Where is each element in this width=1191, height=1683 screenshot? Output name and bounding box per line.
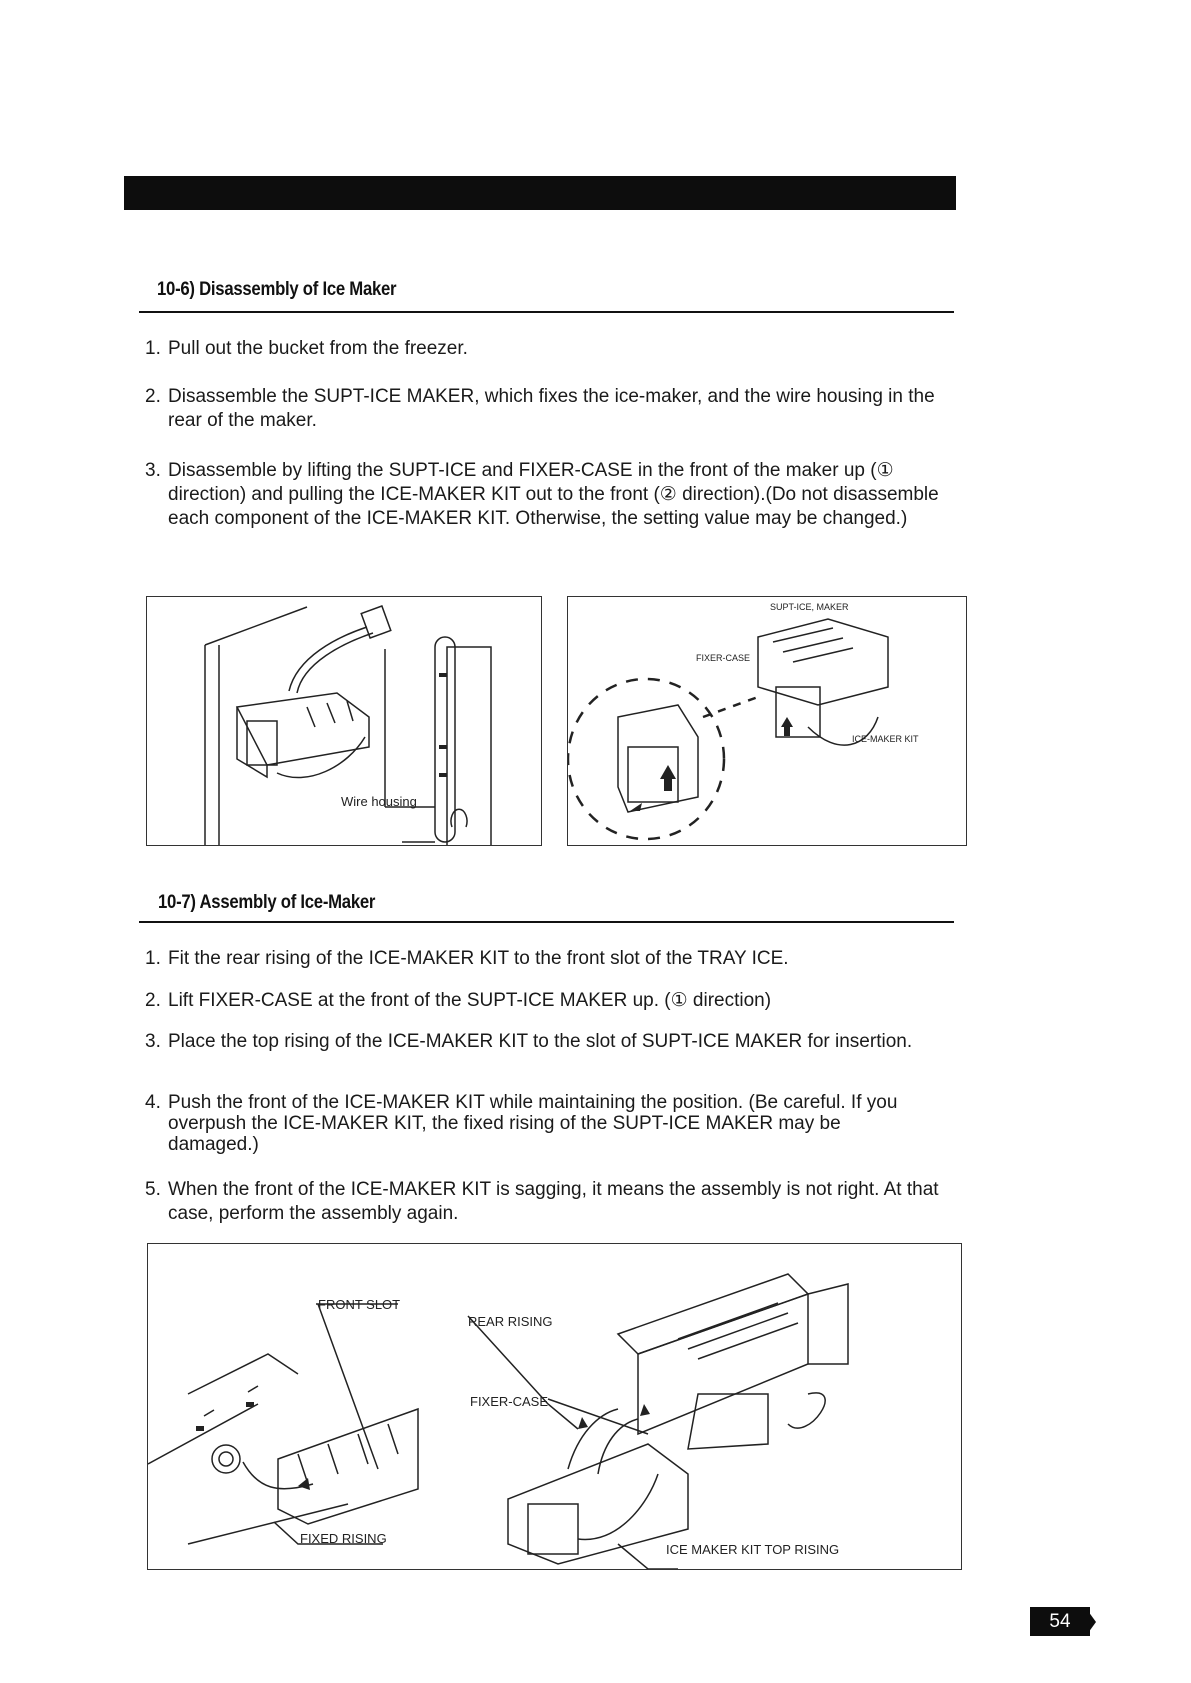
label-rear-rising: REAR RISING [468, 1314, 553, 1329]
section-title-disassembly: 10-6) Disassembly of Ice Maker [157, 279, 397, 300]
figure-wire-housing [146, 596, 542, 846]
header-bar [124, 176, 956, 210]
ice-maker-kit-illustration [568, 597, 966, 845]
section-title-assembly: 10-7) Assembly of Ice-Maker [158, 892, 376, 913]
page-number: 54 [1030, 1607, 1090, 1636]
label-front-slot: FRONT SLOT [318, 1297, 401, 1312]
section-rule [139, 311, 954, 313]
label-supt-ice-maker: SUPT-ICE, MAKER [770, 602, 849, 612]
assembly-illustration [148, 1244, 961, 1569]
label-wire-housing: Wire housing [341, 794, 417, 809]
figure-assembly [147, 1243, 962, 1570]
section-rule [139, 921, 954, 923]
page-number-tab [1088, 1611, 1096, 1633]
figure-ice-maker-removal [567, 596, 967, 846]
label-fixer-case: FIXER-CASE [470, 1394, 549, 1409]
label-ice-maker-kit: ICE-MAKER KIT [852, 734, 919, 744]
label-fixed-rising: FIXED RISING [300, 1531, 387, 1546]
label-top-rising: ICE MAKER KIT TOP RISING [666, 1542, 840, 1557]
label-fixer-case: FIXER-CASE [696, 653, 751, 663]
